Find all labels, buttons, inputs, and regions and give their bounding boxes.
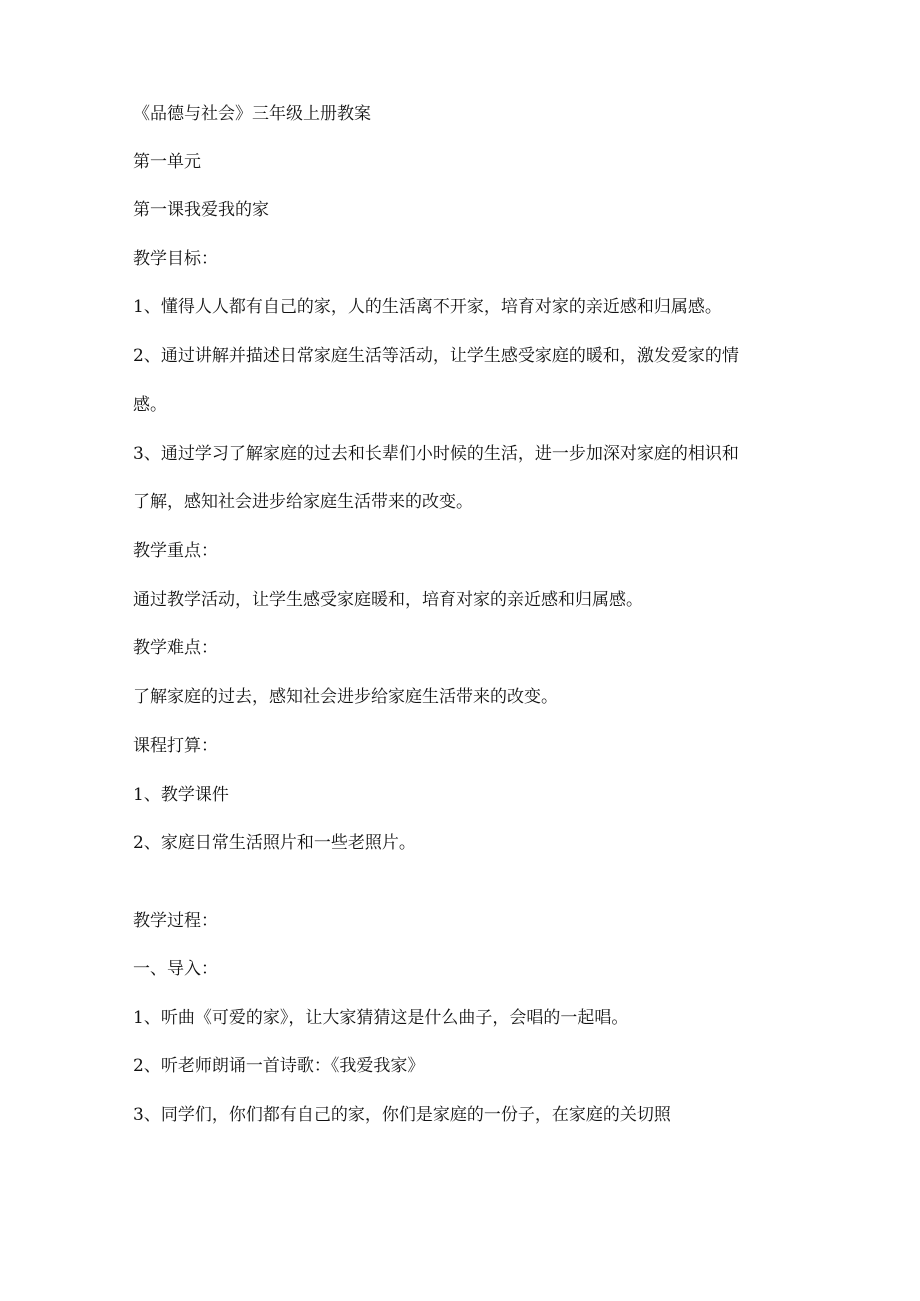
section-heading-objectives: 教学目标：	[133, 249, 218, 269]
paragraph-line: 感。	[133, 395, 167, 415]
paragraph-line: 1、懂得人人都有自己的家，人的生活离不开家，培育对家的亲近感和归属感。	[133, 297, 722, 317]
section-heading-difficulties: 教学难点：	[133, 638, 218, 658]
lesson-heading: 第一课我爱我的家	[133, 200, 269, 220]
paragraph-line: 通过教学活动，让学生感受家庭暖和，培育对家的亲近感和归属感。	[133, 590, 643, 610]
paragraph-line: 3、通过学习了解家庭的过去和长辈们小时候的生活，进一步加深对家庭的相识和	[133, 444, 739, 464]
list-item: 2、家庭日常生活照片和一些老照片。	[133, 833, 416, 853]
list-item: 3、同学们，你们都有自己的家，你们是家庭的一份子，在家庭的关切照	[133, 1105, 671, 1125]
paragraph-line: 2、通过讲解并描述日常家庭生活等活动，让学生感受家庭的暖和，激发爱家的情	[133, 346, 739, 366]
list-item: 2、听老师朗诵一首诗歌：《我爱我家》	[133, 1056, 425, 1076]
document-title: 《品德与社会》三年级上册教案	[133, 104, 371, 124]
paragraph-line: 了解家庭的过去，感知社会进步给家庭生活带来的改变。	[133, 687, 558, 707]
unit-heading: 第一单元	[133, 152, 201, 172]
section-heading-preparation: 课程打算：	[133, 736, 218, 756]
section-heading-process: 教学过程：	[133, 911, 218, 931]
section-heading-key-points: 教学重点：	[133, 541, 218, 561]
list-item: 1、教学课件	[133, 785, 229, 805]
subsection-heading: 一、导入：	[133, 959, 218, 979]
list-item: 1、听曲《可爱的家》，让大家猜猜这是什么曲子，会唱的一起唱。	[133, 1008, 629, 1028]
paragraph-line: 了解，感知社会进步给家庭生活带来的改变。	[133, 492, 473, 512]
